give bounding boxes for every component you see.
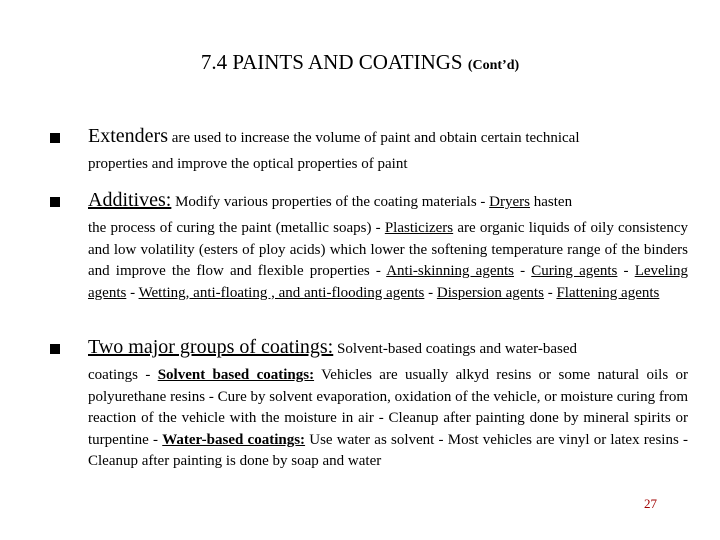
groups-continuation xyxy=(88,365,688,473)
bullet-square-icon xyxy=(50,344,60,354)
slide-title xyxy=(0,50,720,75)
separator: - xyxy=(424,284,437,301)
separator: - xyxy=(513,263,532,279)
term-dryers: Dryers xyxy=(489,194,530,210)
separator: - xyxy=(126,284,139,301)
text-run: coatings - xyxy=(88,367,158,383)
title-suffix: (Cont’d) xyxy=(467,58,520,73)
bullet-first-line xyxy=(88,126,688,148)
bullet-square-icon xyxy=(50,133,60,143)
term-flattening: Flattening agents xyxy=(556,284,660,301)
term-water-based: Water-based coatings: xyxy=(162,431,306,448)
separator: - xyxy=(617,263,635,279)
term-leveling: Leveling agents xyxy=(88,263,689,301)
page-number: 27 xyxy=(644,496,657,511)
bullet-additives xyxy=(88,190,688,304)
groups-text: Solvent-based coatings and water-based xyxy=(333,341,578,357)
term-anti-skinning: Anti-skinning agents xyxy=(386,263,514,279)
term-solvent-based: Solvent based coatings: xyxy=(157,367,315,383)
bullet-first-line xyxy=(88,190,688,212)
term-curing: Curing agents xyxy=(531,263,618,279)
term-extenders: Extenders xyxy=(88,125,168,147)
extenders-text: are used to increase the volume of paint and obtain certain technical xyxy=(171,130,580,146)
text-run: Vehicles are usually alkyd resins or some natural oils or polyurethane resins - Cure by solvent evaporation, oxidation of the vehicle, or moisture curing from reaction of the vehicle with the moisture in air - Cleanup after painting done by mineral spirits or turpentine - xyxy=(88,367,688,448)
separator: - xyxy=(543,284,557,301)
text-run: Use water as solvent - Most vehicles are vinyl or latex resins - Cleanup after painting is done by soap and water xyxy=(88,431,688,469)
title-main: 7.4 PAINTS AND COATINGS xyxy=(200,50,463,74)
additives-text-end: hasten xyxy=(530,194,573,210)
bullet-square-icon xyxy=(50,197,60,207)
extenders-continuation: properties and improve the optical properties of paint xyxy=(88,156,408,172)
additives-text: Modify various properties of the coating materials - xyxy=(175,194,490,210)
bullet-first-line xyxy=(88,337,688,359)
term-additives: Additives: xyxy=(88,189,172,211)
term-two-major-groups: Two major groups of coatings: xyxy=(88,336,334,358)
text-run: are organic liquids of oily consistency and low volatility (esters of ploy acids) which lower the softening temperature range of the binders and improve the flow and flexible properties - xyxy=(88,220,688,279)
bullet-extenders xyxy=(88,126,688,176)
bullet-coating-groups xyxy=(88,337,688,473)
term-wetting: Wetting, anti-floating , and anti-flooding agents xyxy=(138,284,425,301)
term-dispersion: Dispersion agents xyxy=(436,284,544,301)
additives-continuation xyxy=(88,218,688,304)
text-run: the process of curing the paint (metallic soaps) - xyxy=(88,220,385,236)
term-plasticizers: Plasticizers xyxy=(384,220,454,236)
